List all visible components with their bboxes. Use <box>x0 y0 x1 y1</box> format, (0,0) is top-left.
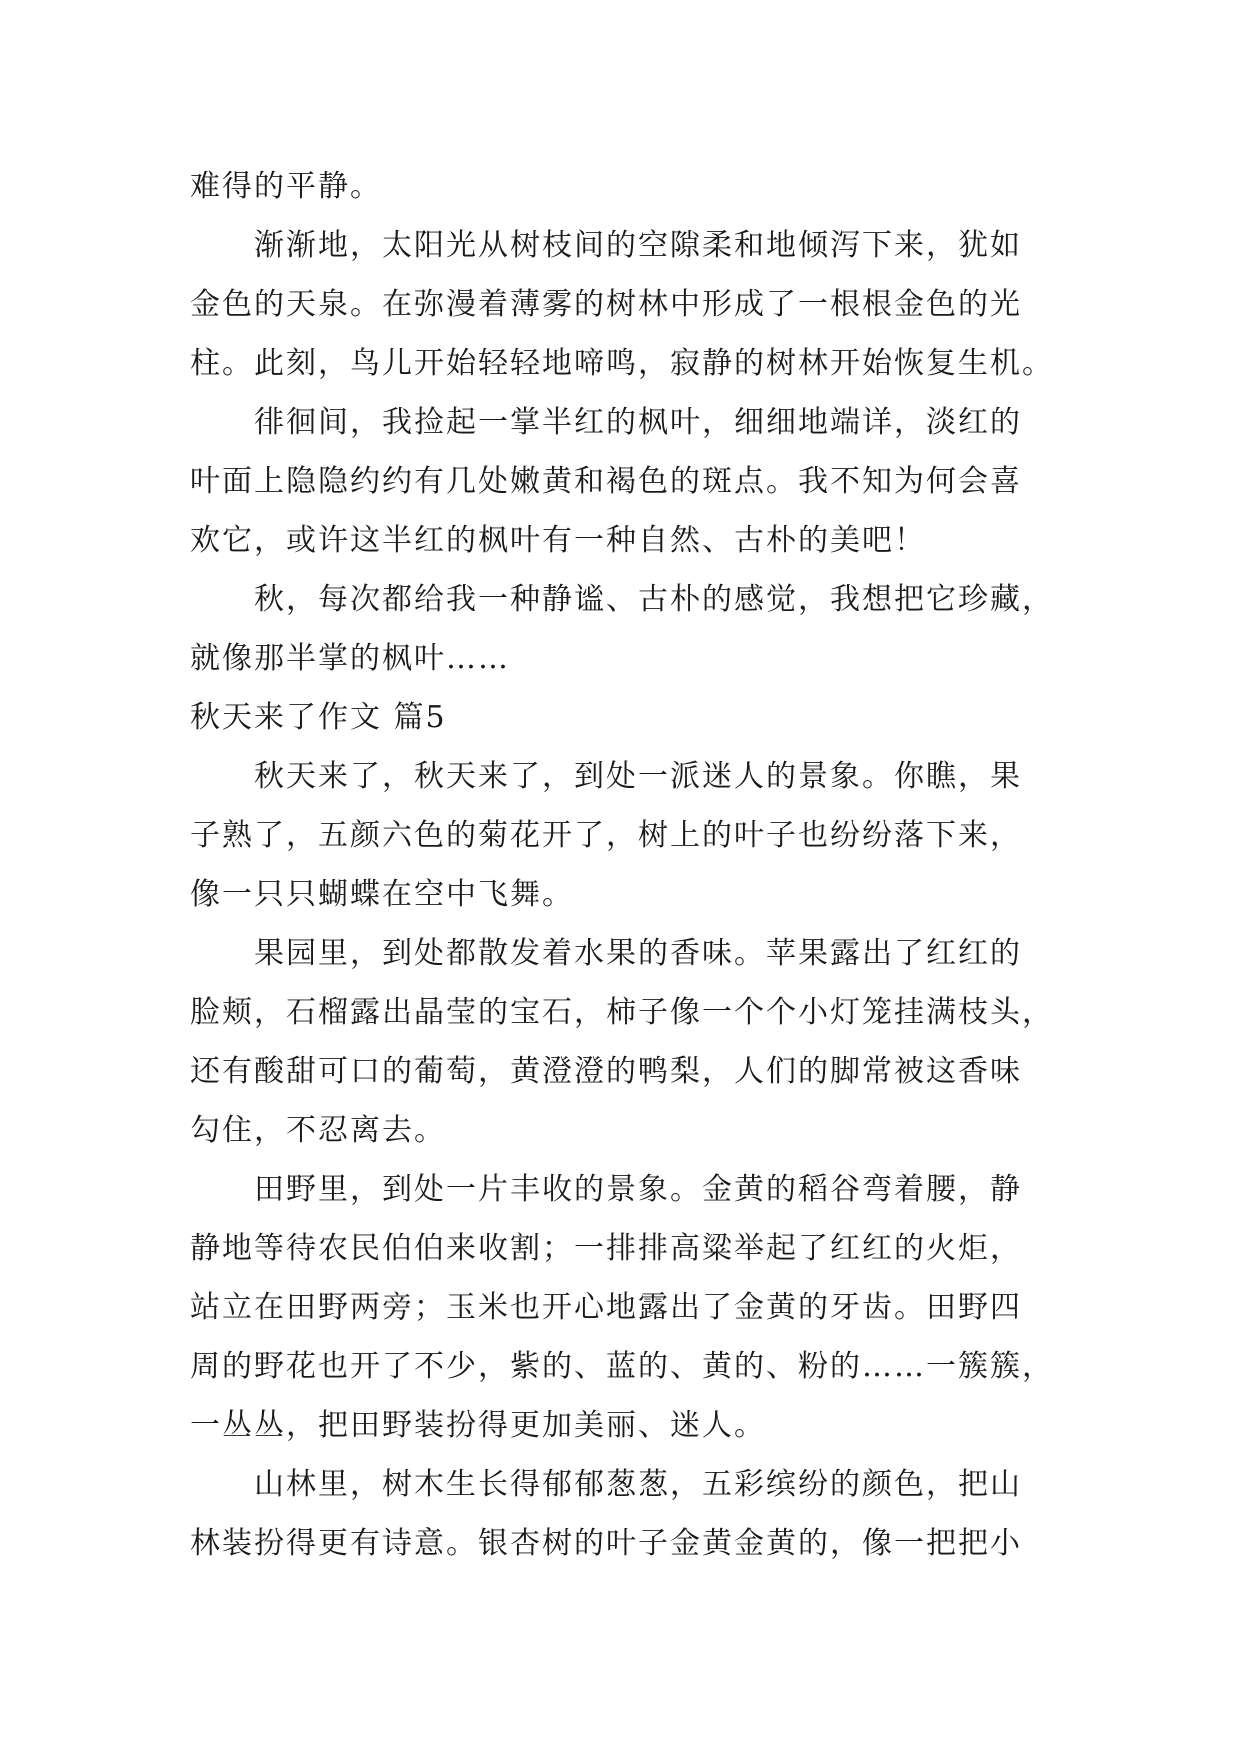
paragraph-first-line: 田野里，到处一片丰收的景象。金黄的稻谷弯着腰，静 <box>254 1172 1022 1207</box>
section-heading: 秋天来了作文 篇5 <box>190 700 447 735</box>
text-line: 叶面上隐隐约约有几处嫩黄和褐色的斑点。我不知为何会喜 <box>190 464 1022 499</box>
paragraph-first-line: 果园里，到处都散发着水果的香味。苹果露出了红红的 <box>254 936 1022 971</box>
text-line: 静地等待农民伯伯来收割；一排排高粱举起了红红的火炬， <box>190 1231 1022 1266</box>
text-line: 脸颊，石榴露出晶莹的宝石，柿子像一个个小灯笼挂满枝头， <box>190 995 1054 1030</box>
text-line: 一丛丛，把田野装扮得更加美丽、迷人。 <box>190 1408 766 1443</box>
text-line: 林装扮得更有诗意。银杏树的叶子金黄金黄的，像一把把小 <box>190 1526 1022 1561</box>
text-line: 像一只只蝴蝶在空中飞舞。 <box>190 877 574 912</box>
text-line: 欢它，或许这半红的枫叶有一种自然、古朴的美吧！ <box>190 523 926 558</box>
document-body <box>190 157 1054 1573</box>
text-line: 子熟了，五颜六色的菊花开了，树上的叶子也纷纷落下来， <box>190 818 1022 853</box>
text-line: 难得的平静。 <box>190 169 382 204</box>
text-line: 站立在田野两旁；玉米也开心地露出了金黄的牙齿。田野四 <box>190 1290 1022 1325</box>
paragraph-first-line: 秋天来了，秋天来了，到处一派迷人的景象。你瞧，果 <box>254 759 1022 794</box>
paragraph-first-line: 秋，每次都给我一种静谧、古朴的感觉，我想把它珍藏， <box>254 582 1054 617</box>
text-line: 金色的天泉。在弥漫着薄雾的树林中形成了一根根金色的光 <box>190 287 1022 322</box>
paragraph-first-line: 山林里，树木生长得郁郁葱葱，五彩缤纷的颜色，把山 <box>254 1467 1022 1502</box>
text-line: 柱。此刻，鸟儿开始轻轻地啼鸣，寂静的树林开始恢复生机。 <box>190 346 1054 381</box>
text-line: 就像那半掌的枫叶…… <box>190 641 510 676</box>
text-line: 勾住，不忍离去。 <box>190 1113 446 1148</box>
paragraph-first-line: 徘徊间，我捡起一掌半红的枫叶，细细地端详，淡红的 <box>254 405 1022 440</box>
text-line: 还有酸甜可口的葡萄，黄澄澄的鸭梨，人们的脚常被这香味 <box>190 1054 1022 1089</box>
text-line: 周的野花也开了不少，紫的、蓝的、黄的、粉的……一簇簇， <box>190 1349 1054 1384</box>
paragraph-first-line: 渐渐地，太阳光从树枝间的空隙柔和地倾泻下来，犹如 <box>254 228 1022 263</box>
